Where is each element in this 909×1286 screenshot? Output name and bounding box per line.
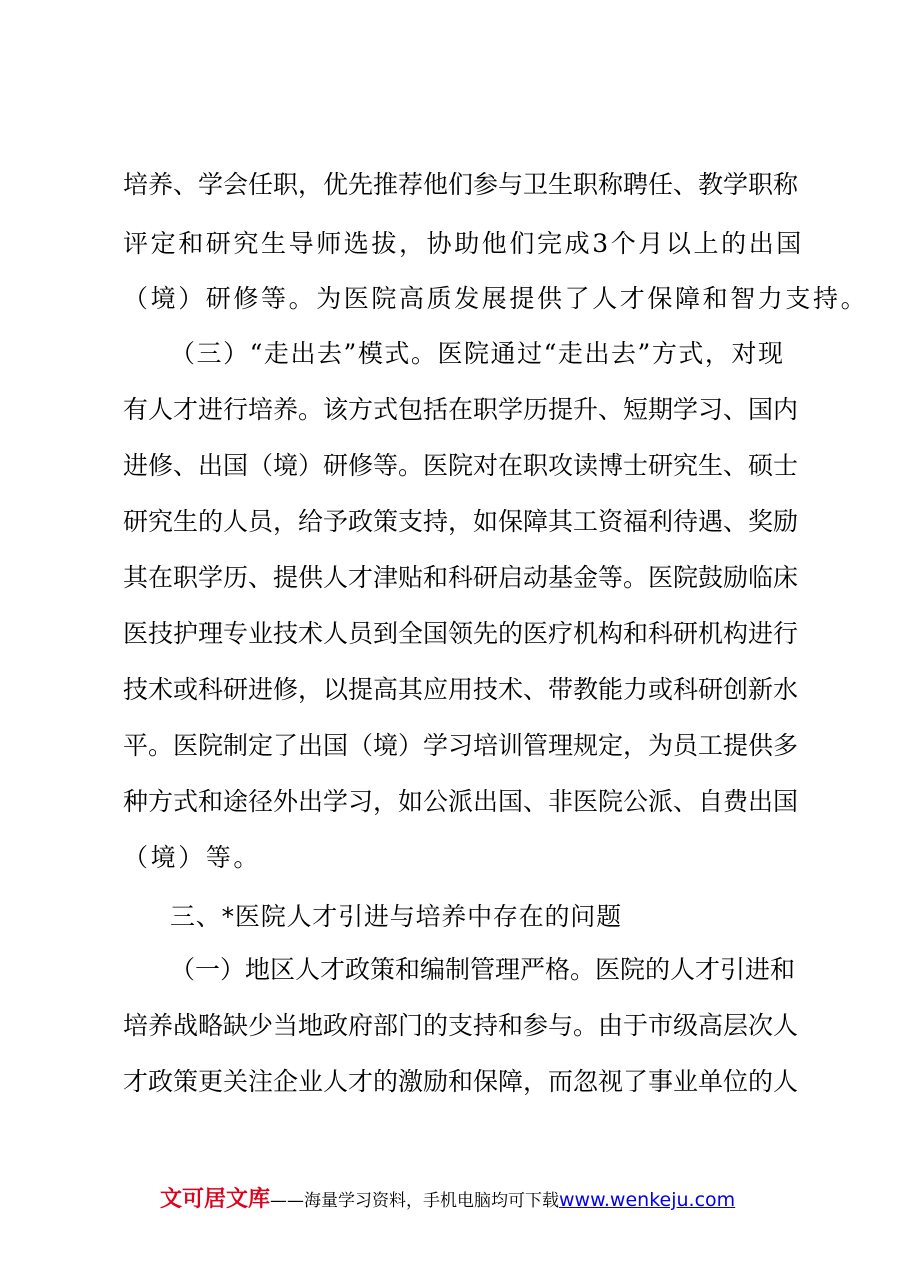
footer-website-link[interactable]: www.wenkeju.com <box>559 1189 736 1211</box>
paragraph-line: （三）“走出去”模式。医院通过“走出去”方式，对现 <box>170 339 783 368</box>
paragraph-line: 评定和研究生导师选拔，协助他们完成3个月以上的出国 <box>123 229 804 258</box>
paragraph-line: 研究生的人员，给予政策支持，如保障其工资福利待遇、奖励 <box>123 507 799 536</box>
footer-tagline: ——海量学习资料，手机电脑均可下载 <box>270 1191 560 1211</box>
paragraph-line: 培养、学会任职，优先推荐他们参与卫生职称聘任、教学职称 <box>123 170 799 199</box>
section-heading: 三、*医院人才引进与培养中存在的问题 <box>170 902 622 931</box>
paragraph-line: （一）地区人才政策和编制管理严格。医院的人才引进和 <box>170 955 796 984</box>
paragraph-line: 才政策更关注企业人才的激励和保障，而忽视了事业单位的人 <box>123 1067 799 1096</box>
paragraph-line: 医技护理专业技术人员到全国领先的医疗机构和科研机构进行 <box>123 619 799 648</box>
paragraph-line: 种方式和途径外出学习，如公派出国、非医院公派、自费出国 <box>123 787 799 816</box>
paragraph-line: 培养战略缺少当地政府部门的支持和参与。由于市级高层次人 <box>123 1011 799 1040</box>
paragraph-line: 技术或科研进修，以提高其应用技术、带教能力或科研创新水 <box>123 675 799 704</box>
paragraph-line: 有人才进行培养。该方式包括在职学历提升、短期学习、国内 <box>123 395 799 424</box>
footer-brand: 文可居文库 <box>160 1187 271 1212</box>
paragraph-line: （境）等。 <box>123 843 262 872</box>
paragraph-line: 其在职学历、提供人才津贴和科研启动基金等。医院鼓励临床 <box>123 563 799 592</box>
footer-banner <box>160 1182 735 1212</box>
paragraph-line: 进修、出国（境）研修等。医院对在职攻读博士研究生、硕士 <box>123 451 799 480</box>
paragraph-line: 平。医院制定了出国（境）学习培训管理规定，为员工提供多 <box>123 731 799 760</box>
paragraph-line: （境）研修等。为医院高质发展提供了人才保障和智力支持。 <box>123 284 869 313</box>
